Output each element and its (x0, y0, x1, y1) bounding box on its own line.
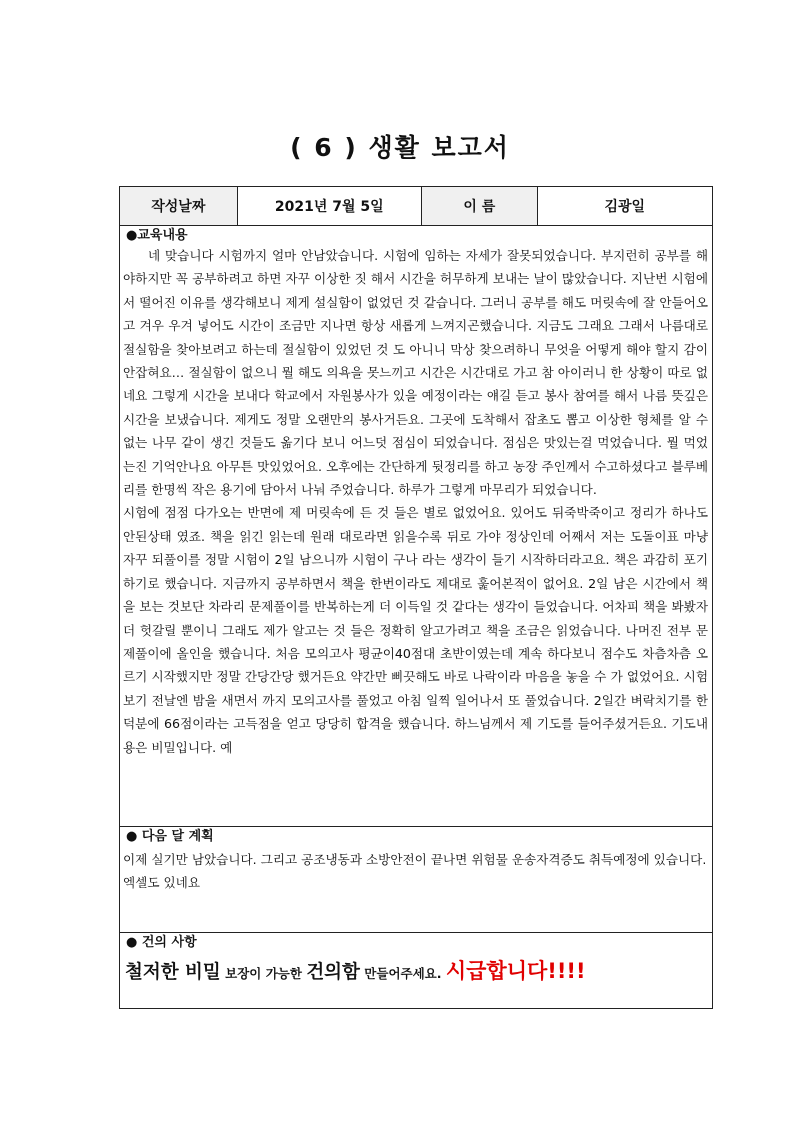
name-label: 이 름 (421, 187, 537, 225)
education-paragraph-2: 시험에 점점 다가오는 반면에 제 머릿속에 든 것 들은 별로 없었어요. 있어도 뒤죽박죽이고 정리가 하나도 안된상태 였죠. 책을 읽긴 읽는데 원래 대로라면 읽을수록 뒤로 가야 정상인데 어째서 저는 도돌이표 마냥 자꾸 되풀이를 정말 시험이 2일 남으니까 시험이 구나 라는 생각이 들기 시작하더라고요. 책은 과감히 포기하기로 했습니다. 지금까지 공부하면서 책을 한번이라도 제대로 훑어본적이 없어요. 2일 남은 시간에서 책을 보는 것보단 차라리 문제풀이를 반복하는게 더 이득일 것 같다는 생각이 들었습니다. 어차피 책을 봐봤자 더 헛갈릴 뿐이니 그래도 제가 알고는 것 들은 정확히 알고가려고 책을 조금은 읽었습니다. 나머진 전부 문제풀이에 올인을 했습니다. 처음 모의고사 평균이40점대 초반이였는데 계속 하다보니 점수도 차츰차츰 오르기 시작했지만 정말 간당간당 했거든요 약간만 삐끗해도 바로 나락이라 마음을 놓을 수 가 없었어요. 시험 보기 전날엔 밤을 새면서 까지 모의고사를 풀었고 아침 일찍 일어나서 또 풀었습니다. 2일간 벼락치기를 한 덕분에 66점이라는 고득점을 얻고 당당히 합격을 했습니다. 하느님께서 제 기도를 들어주셨거든요. 기도내용은 비밀입니다. 예 (123, 505, 708, 755)
education-heading: ●교육내용 (126, 228, 188, 243)
suggestion-heading: ● 건의 사항 (126, 935, 197, 950)
report-table (119, 186, 713, 1009)
education-body (120, 244, 712, 759)
date-value: 2021년 7월 5일 (237, 187, 421, 225)
suggestion-text (120, 951, 712, 985)
suggestion-section (120, 933, 712, 1008)
next-plan-body (120, 848, 712, 895)
next-plan-heading: ● 다음 달 계획 (126, 829, 214, 844)
date-label: 작성날짜 (120, 187, 237, 225)
next-plan-line-2: 엑셀도 있네요 (123, 875, 200, 891)
urgent-text: 시급합니다!!!! (445, 959, 586, 983)
suggestion-part-3: 건의함 (306, 962, 360, 983)
header-row (120, 187, 712, 226)
suggestion-part-4: 만들어주세요. (359, 966, 446, 981)
suggestion-part-2: 보장이 가능한 (220, 966, 307, 981)
next-plan-line-1: 이제 실기만 남았습니다. 그리고 공조냉동과 소방안전이 끝나면 위험물 운송자격증도 취득예정에 있습니다. (123, 852, 707, 867)
education-section (120, 226, 712, 827)
name-value: 김광일 (537, 187, 712, 225)
suggestion-part-1: 철저한 비밀 (125, 962, 221, 983)
page-title: ( 6 ) 생활 보고서 (290, 133, 510, 162)
next-plan-section (120, 827, 712, 933)
education-paragraph-1: 네 맞습니다 시험까지 얼마 안남았습니다. 시험에 임하는 자세가 잘못되었습니다. 부지런히 공부를 해야하지만 꼭 공부하려고 하면 자꾸 이상한 짓 해서 시간을 허무하게 보내는 날이 많았습니다. 지난번 시험에서 떨어진 이유를 생각해보니 제게 설실함이 없었던 것 같습니다. 그러니 공부를 해도 머릿속에 잘 안들어오고 겨우 우겨 넣어도 시간이 조금만 지나면 항상 새롭게 느껴지곤했습니다. 지금도 그래요 그래서 나름대로 절실함을 찾아보려고 하는데 절실함이 있었던 것 도 아니니 막상 찾으려하니 무엇을 어떻게 해야 할지 감이 안잡혀요… 절실함이 없으니 뭘 해도 의욕을 못느끼고 시간은 시간대로 가고 참 아이러니 한 상황이 따로 없네요 그렇게 시간을 보내다 학교에서 자원봉사가 있을 예정이라는 얘길 듣고 봉사 참여를 해서 나름 뜻깊은 시간을 보냈습니다. 제게도 정말 오랜만의 봉사거든요. 그곳에 도착해서 잡초도 뽑고 이상한 형체를 알 수 없는 나무 같이 생긴 것들도 옮기다 보니 어느덧 점심이 되었습니다. 점심은 맛있는걸 먹었습니다. 뭘 먹었는진 기억안나요 아무튼 맛있었어요. 오후에는 간단하게 뒷정리를 하고 농장 주인께서 수고하셨다고 블루베리를 한명씩 작은 용기에 담아서 나눠 주었습니다. 하루가 그렇게 마무리가 되었습니다. (123, 248, 708, 498)
